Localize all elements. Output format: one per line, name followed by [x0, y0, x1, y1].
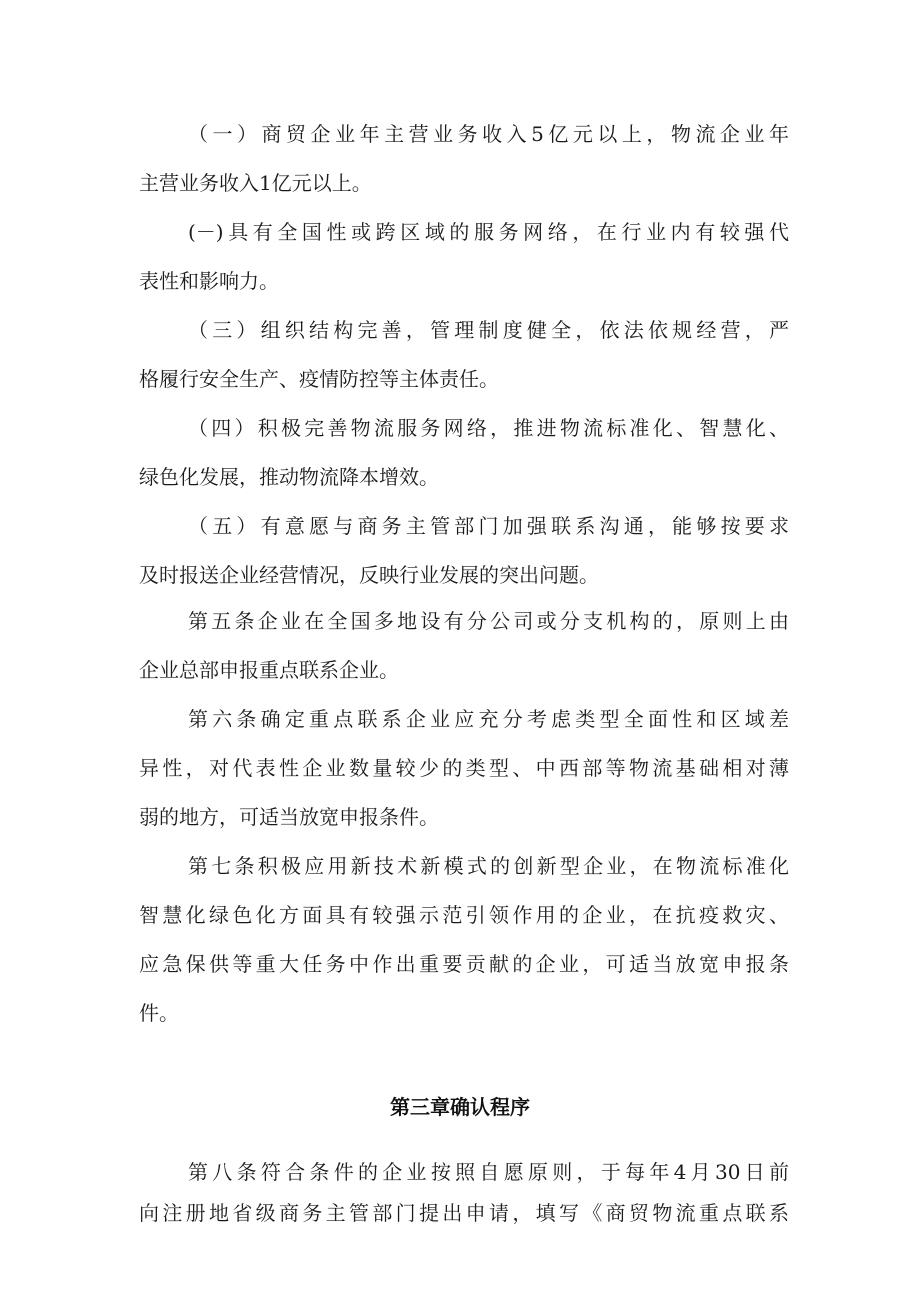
paragraph-1-line-2: 主营业务收入1亿元以上。: [139, 171, 372, 195]
paragraph-5-line-2: 及时报送企业经营情况，反映行业发展的突出问题。: [139, 563, 599, 587]
paragraph-3-line-1: （三）组织结构完善，管理制度健全，依法依规经营，严: [188, 318, 789, 342]
chapter-heading: 第三章确认程序: [390, 1095, 530, 1119]
paragraph-6-line-2: 企业总部申报重点联系企业。: [139, 658, 399, 682]
paragraph-7-line-3: 弱的地方，可适当放宽申报条件。: [139, 805, 439, 829]
paragraph-7-line-2: 异性，对代表性企业数量较少的类型、中西部等物流基础相对薄: [139, 756, 789, 780]
paragraph-9-line-2: 向注册地省级商务主管部门提出申请，填写《商贸物流重点联系: [139, 1201, 789, 1225]
paragraph-9-line-1: 第八条符合条件的企业按照自愿原则，于每年4月30日前: [188, 1160, 789, 1184]
paragraph-4-line-2: 绿色化发展，推动物流降本增效。: [139, 465, 439, 489]
paragraph-5-line-1: （五）有意愿与商务主管部门加强联系沟通，能够按要求: [188, 514, 789, 538]
paragraph-8-line-1: 第七条积极应用新技术新模式的创新型企业，在物流标准化: [188, 854, 789, 878]
paragraph-2-line-2: 表性和影响力。: [139, 269, 279, 293]
paragraph-8-line-2: 智慧化绿色化方面具有较强示范引领作用的企业，在抗疫救灾、: [139, 903, 789, 927]
paragraph-1-line-1: （一）商贸企业年主营业务收入5亿元以上，物流企业年: [188, 122, 789, 146]
paragraph-8-line-4: 件。: [139, 1001, 179, 1025]
paragraph-3-line-2: 格履行安全生产、疫情防控等主体责任。: [139, 367, 499, 391]
paragraph-7-line-1: 第六条确定重点联系企业应充分考虑类型全面性和区域差: [188, 707, 789, 731]
paragraph-6-line-1: 第五条企业在全国多地设有分公司或分支机构的，原则上由: [188, 609, 789, 633]
paragraph-4-line-1: （四）积极完善物流服务网络，推进物流标准化、智慧化、: [188, 416, 789, 440]
paragraph-8-line-3: 应急保供等重大任务中作出重要贡献的企业，可适当放宽申报条: [139, 952, 789, 976]
paragraph-2-line-1: (－)具有全国性或跨区域的服务网络，在行业内有较强代: [188, 220, 789, 244]
